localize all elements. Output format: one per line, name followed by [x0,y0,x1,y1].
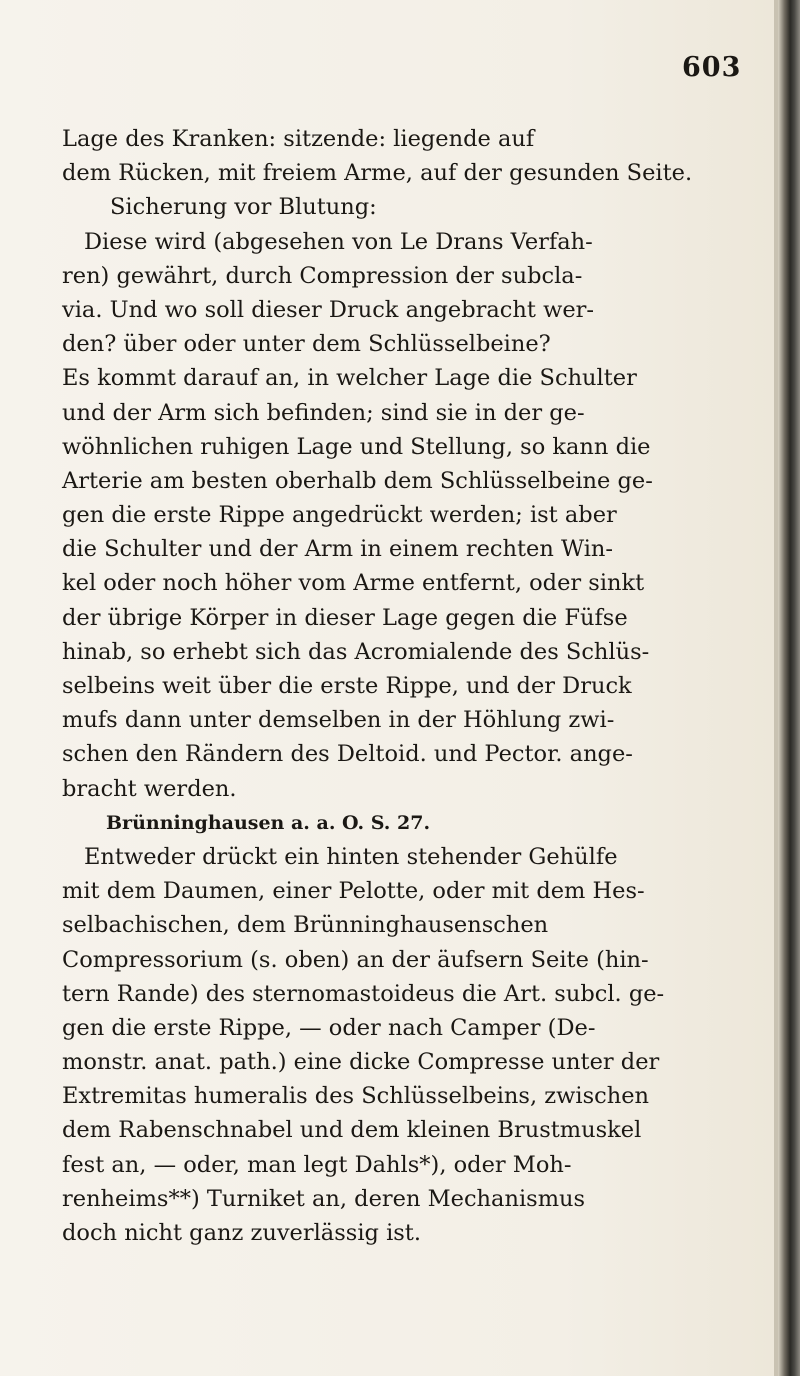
text-line: mufs dann unter demselben in der Höhlung zwi- [62,707,615,734]
text-line: Arterie am besten oberhalb dem Schlüsselbeine ge- [62,467,653,494]
text-line: via. Und wo soll dieser Druck angebracht wer- [62,296,595,323]
text-line: mit dem Daumen, einer Pelotte, oder mit dem Hes- [62,878,645,905]
citation: Brünninghausen a. a. O. S. 27. [106,811,431,834]
text-line: die Schulter und der Arm in einem rechten Win- [62,536,614,563]
text-line: gen die erste Rippe angedrückt werden; ist aber [62,502,617,529]
body-text [62,122,762,1250]
text-line: selbeins weit über die erste Rippe, und der Druck [62,673,632,699]
text-line: dem Rabenschnabel und dem kleinen Brustmuskel [62,1117,642,1144]
text-line: schen den Rändern des Deltoid. und Pector. ange- [62,741,633,768]
text-line: Es kommt darauf an, in welcher Lage die Schulter [62,365,637,392]
text-line: Entweder drückt ein hinten stehender Gehülfe [84,843,618,870]
text-line: renheims**) Turniket an, deren Mechanismus [62,1185,586,1212]
section-heading: Sicherung vor Blutung: [110,194,377,221]
text-line: Diese wird (abgesehen von Le Drans Verfah- [84,228,593,255]
text-line: dem Rücken, mit freiem Arme, auf der gesunden Seite. [62,160,693,187]
text-line: gen die erste Rippe, — oder nach Camper (De- [62,1014,596,1041]
text-line: der übrige Körper in dieser Lage gegen die Füfse [62,604,628,631]
page-number: 603 [682,52,742,83]
text-line: Compressorium (s. oben) an der äufsern Seite (hin- [62,946,649,973]
text-line: ren) gewährt, durch Compression der subcla- [62,262,583,289]
text-line: wöhnlichen ruhigen Lage und Stellung, so kann die [62,433,651,460]
text-line: den? über oder unter dem Schlüsselbeine? [62,331,551,358]
text-line: Lage des Kranken: sitzende: liegende auf [62,126,535,152]
text-line: und der Arm sich befinden; sind sie in der ge- [62,399,585,426]
text-line: selbachischen, dem Brünninghausenschen [62,912,549,939]
text-line: monstr. anat. path.) eine dicke Compresse unter der [62,1049,660,1076]
text-line: bracht werden. [62,775,237,802]
book-binding [778,0,800,1376]
text-line: hinab, so erhebt sich das Acromialende des Schlüs- [62,638,650,665]
text-line: fest an, — oder, man legt Dahls*), oder Moh- [62,1151,572,1178]
text-line: tern Rande) des sternomastoideus die Art. subcl. ge- [62,980,665,1007]
text-line: Extremitas humeralis des Schlüsselbeins, zwischen [62,1083,650,1110]
text-line: kel oder noch höher vom Arme entfernt, oder sinkt [62,570,645,597]
text-line: doch nicht ganz zuverlässig ist. [62,1220,422,1246]
